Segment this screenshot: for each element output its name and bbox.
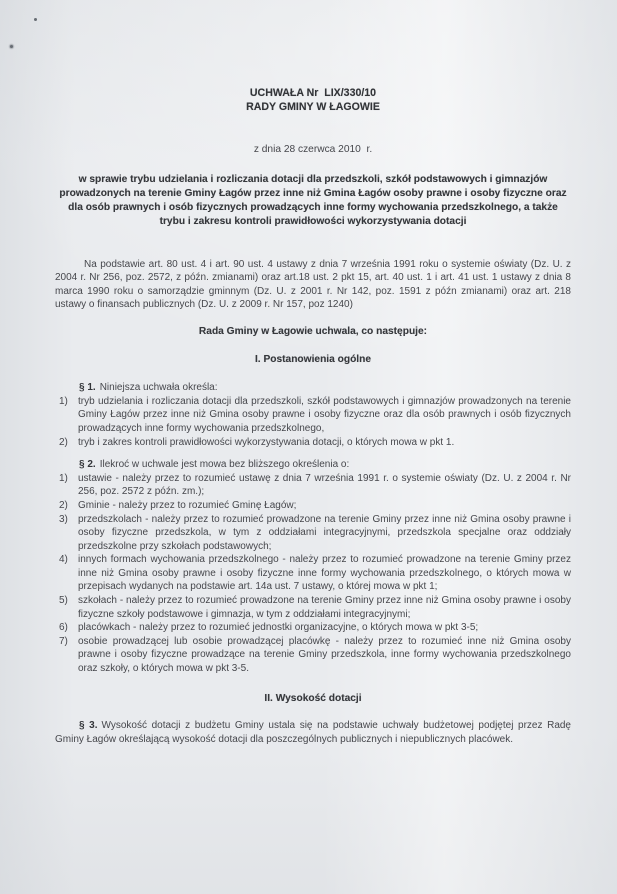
list-item-text: ustawie - należy przez to rozumieć ustawę z dnia 7 września 1991 r. o systemie oświaty (Dz. U. z 2004 r. Nr 256, poz. 2572 z późn. zm.); bbox=[78, 472, 571, 498]
paragraph-3 bbox=[55, 719, 571, 746]
paragraph-2-label: § 2. bbox=[79, 459, 96, 471]
paragraph-1-list bbox=[55, 395, 571, 449]
list-item bbox=[59, 395, 571, 436]
legal-basis-paragraph: Na podstawie art. 80 ust. 4 i art. 90 ust. 4 ustawy z dnia 7 września 1991 roku o systemie oświaty (Dz. U. z 2004 r. Nr 256, poz. 2572, z późn. zmianami) oraz art.18 ust. 2 pkt 15, art. 40 ust. 1 i art. 41 ust. 1 ustawy z dnia 8 marca 1990 roku o samorządzie gminnym (Dz. U. z 2001 r. Nr 142, poz. 1591 z późn zmianami) oraz art. 218 ustawy o finansach publicznych (Dz. U. z 2009 r. Nr 157, poz 1240) bbox=[55, 258, 571, 311]
section-heading-dotation-amount: II. Wysokość dotacji bbox=[264, 692, 362, 704]
list-item bbox=[59, 436, 571, 450]
list-item bbox=[59, 472, 571, 499]
list-item-text: tryb i zakres kontroli prawidłowości wykorzystywania dotacji, o których mowa w pkt 1. bbox=[78, 436, 455, 448]
list-item-text: Gminie - należy przez to rozumieć Gminę Łagów; bbox=[78, 499, 297, 511]
paragraph-2-list bbox=[55, 472, 571, 676]
list-item-text: osobie prowadzącej lub osobie prowadzącej placówkę - należy przez to rozumieć inne niż Gmina osoby prawne i osoby fizyczne prowadzące na terenie Gminy przedszkola, inne formy wychowania przedszkolnego oraz szkoły, o których mowa w pkt 3-5. bbox=[78, 635, 571, 675]
list-item-number: 7) bbox=[59, 635, 68, 647]
list-item bbox=[59, 553, 571, 594]
paragraph-3-label: § 3. bbox=[79, 720, 98, 732]
list-item-number: 1) bbox=[59, 395, 68, 407]
list-item-number: 3) bbox=[59, 513, 68, 525]
paragraph-2-intro bbox=[55, 458, 571, 472]
document-content bbox=[55, 0, 571, 746]
list-item-text: placówkach - należy przez to rozumieć jednostki organizacyjne, o których mowa w pkt 3-5; bbox=[78, 622, 479, 634]
document-subtitle: RADY GMINY W ŁAGOWIE bbox=[246, 101, 380, 113]
document-title: UCHWAŁA Nr LIX/330/10 bbox=[249, 87, 377, 99]
scan-speck bbox=[34, 18, 37, 21]
list-item-number: 6) bbox=[59, 622, 68, 634]
list-item bbox=[59, 513, 571, 554]
section-heading-general: I. Postanowienia ogólne bbox=[254, 353, 372, 365]
list-item-number: 2) bbox=[59, 499, 68, 511]
list-item-number: 1) bbox=[59, 472, 68, 484]
document-title-block bbox=[55, 0, 571, 114]
list-item-number: 2) bbox=[59, 436, 68, 448]
enacting-formula: Rada Gminy w Łagowie uchwala, co następuje: bbox=[198, 325, 428, 337]
list-item-number: 5) bbox=[59, 595, 68, 607]
list-item bbox=[59, 499, 571, 513]
paragraph-1-intro bbox=[55, 381, 571, 395]
scan-speck bbox=[10, 45, 13, 48]
list-item-text: przedszkolach - należy przez to rozumieć prowadzone na terenie Gminy przez inne niż Gmina osoby prawne i osoby fizyczne przedszkola, w tym z oddziałami integracyjnymi, przedszkola specjalne oraz oddziały przedszkolne przy szkołach podstawowych; bbox=[78, 513, 571, 552]
document-date: z dnia 28 czerwca 2010 r. bbox=[253, 144, 373, 155]
list-item-text: szkołach - należy przez to rozumieć prowadzone na terenie Gminy przez inne niż Gmina osoby prawne i osoby fizyczne szkoły podstawowe i gimnazja, w tym z oddziałami integracyjnymi; bbox=[78, 595, 571, 620]
list-item-text: tryb udzielania i rozliczania dotacji dla przedszkoli, szkół podstawowych i gimnazjów prowadzonych na terenie Gminy Łagów przez inne niż Gmina osoby prawne i osoby fizyczne oraz dla osób prawnych i osób fizycznych prowadzących inne formy wychowania przedszkolnego, bbox=[78, 395, 571, 434]
paragraph-1-label: § 1. bbox=[79, 382, 96, 394]
list-item-number: 4) bbox=[59, 554, 68, 566]
paragraph-3-text: Wysokość dotacji z budżetu Gminy ustala się na podstawie uchwały budżetowej podjętej przez Radę Gminy Łagów określającą wysokość dotacji dla poszczególnych publicznych i niepublicznych placówek. bbox=[55, 720, 571, 745]
paragraph-1-text: Niniejsza uchwała określa: bbox=[99, 382, 218, 394]
list-item bbox=[59, 621, 571, 635]
list-item-text: innych formach wychowania przedszkolnego - należy przez to rozumieć prowadzone na terenie Gminy przez inne niż Gmina osoby prawne i osoby fizyczne inne formy wychowania przedszkolnego, o których mowa w przepisach wydanych na podstawie art. 14a ust. 7 ustawy, o której mowa w pkt 1; bbox=[78, 554, 571, 593]
document-subject: w sprawie trybu udzielania i rozliczania dotacji dla przedszkoli, szkół podstawowych i gimnazjów prowadzonych na terenie Gminy Łagów przez inne niż Gmina Łagów osoby prawne i osoby fizyczne oraz dla osób prawnych i osób fizycznych prowadzących inne formy wychowania przedszkolnego, a także trybu i zakresu kontroli prawidłowości wykorzystywania dotacji bbox=[59, 173, 567, 227]
list-item bbox=[59, 635, 571, 676]
paragraph-2-text: Ilekroć w uchwale jest mowa bez bliższego określenia o: bbox=[99, 459, 350, 471]
list-item bbox=[59, 594, 571, 621]
